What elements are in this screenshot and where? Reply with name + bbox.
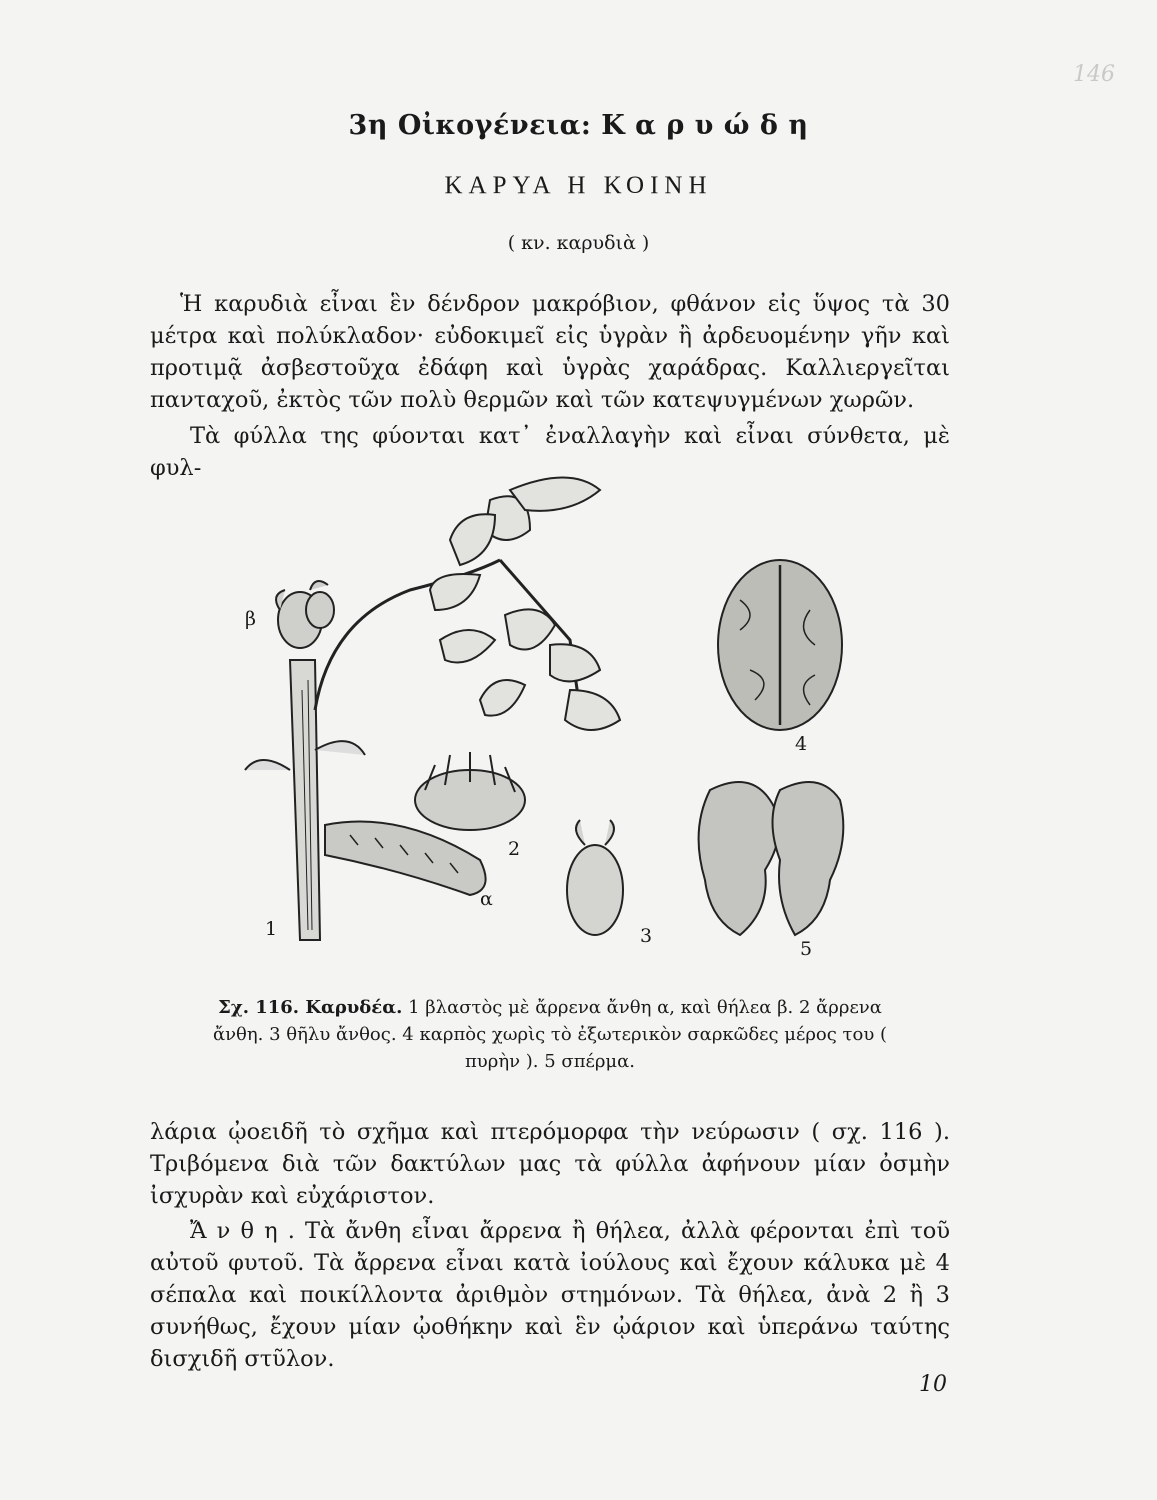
walnut-illustration (150, 470, 950, 990)
male-flowers (415, 752, 525, 830)
common-name: ( κν. καρυδιὰ ) (507, 232, 650, 254)
paragraph-flowers: Ἄ ν θ η . Τὰ ἄνθη εἶναι ἄρρενα ἢ θήλεα, ἀλλὰ φέρονται ἐπὶ τοῦ αὐτοῦ φυτοῦ. Τὰ ἄρρενα εἶναι κατὰ ἰούλους καὶ ἔχουν κάλυκα μὲ 4 σέπαλα καὶ ποικίλλοντα ἀριθμὸν στημόνων. Τὰ θήλεα, ἀνὰ 2 ἢ 3 συνήθως, ἔχουν μίαν ᾠοθήκην καὶ ἓν ᾠάριον καὶ ὑπεράνω ταύτης δισχιδῆ στῦλον. (150, 1218, 950, 1372)
species-heading: ΚΑΡΥΑ Η ΚΟΙΝΗ (444, 172, 713, 199)
page-number: 10 (919, 1372, 947, 1397)
paragraph-leaves-start: Τὰ φύλλα της φύονται κατ᾿ ἐναλλαγὴν καὶ εἶναι σύνθετα, μὲ φυλ- (150, 423, 950, 481)
label-5: 5 (800, 938, 813, 960)
label-4: 4 (795, 733, 808, 755)
label-1: 1 (265, 918, 278, 940)
walnut-shell (718, 560, 842, 730)
caption-text: 1 βλαστὸς μὲ ἄρρενα ἄνθη α, καὶ θήλεα β. 2 ἄρρενα ἄνθη. 3 θῆλυ ἄνθος. 4 καρπὸς χωρὶς τὸ ἐξωτερικὸν σαρκῶδες μέρος του ( πυρὴν ). 5 σπέρμα. (212, 997, 888, 1072)
male-catkin (325, 822, 486, 895)
family-heading: 3η Οἰκογένεια: Κ α ρ υ ώ δ η (348, 110, 809, 141)
label-beta: β (245, 608, 256, 630)
compound-leaf (430, 478, 620, 731)
paragraph-intro: Ἡ καρυδιὰ εἶναι ἓν δένδρον μακρόβιον, φθάνον εἰς ὕψος τὰ 30 μέτρα καὶ πολύκλαδον· εὐδοκιμεῖ εἰς ὑγρὰν ἢ ἀρδευομένην γῆν καὶ προτιμᾷ ἀσβεστοῦχα ἐδάφη καὶ ὑγρὰς χαράδρας. Καλλιεργεῖται πανταχοῦ, ἐκτὸς τῶν πολὺ θερμῶν καὶ τῶν κατεψυγμένων χωρῶν. (150, 291, 950, 413)
female-flower-cluster (276, 581, 334, 648)
caption-lead: Σχ. 116. Καρυδέα. (218, 997, 403, 1018)
figure-caption (195, 994, 905, 1075)
paragraph-leaves-cont: λάρια ᾠοειδῆ τὸ σχῆμα καὶ πτερόμορφα τὴν νεύρωσιν ( σχ. 116 ). Τριβόμενα διὰ τῶν δακτύλων μας τὰ φύλλα ἀφήνουν μίαν ὀσμὴν ἰσχυρὰν καὶ εὐχάριστον. (150, 1119, 950, 1209)
label-3: 3 (640, 925, 653, 947)
walnut-kernel (699, 782, 844, 935)
label-2: 2 (508, 838, 521, 860)
female-flower (567, 820, 623, 935)
bleed-through-page-number: 146 (1073, 62, 1115, 87)
label-alpha: α (480, 888, 493, 910)
walnut-figure (150, 470, 950, 990)
